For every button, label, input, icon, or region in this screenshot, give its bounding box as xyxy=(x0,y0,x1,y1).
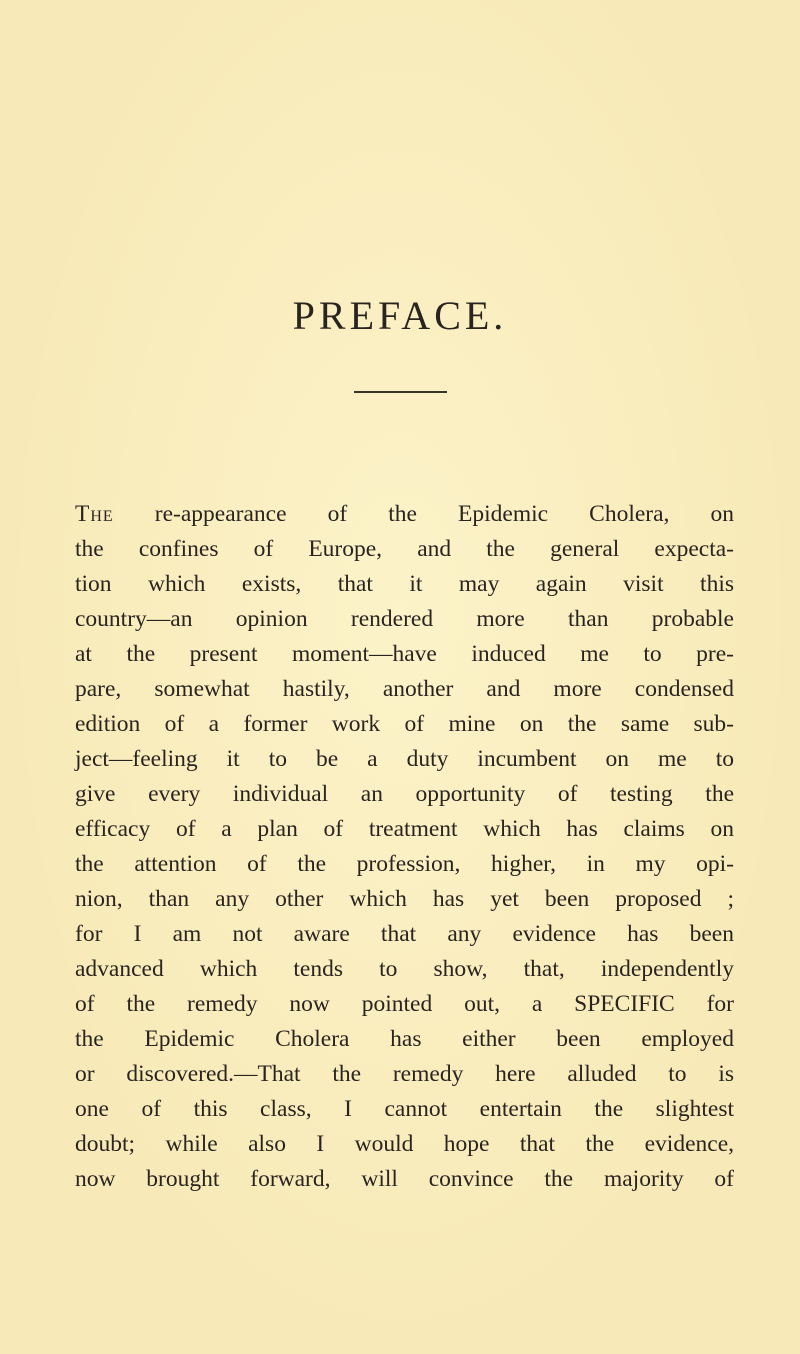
text-line: pare, somewhat hastily, another and more condensed xyxy=(75,676,734,702)
text-line: now brought forward, will convince the majority of xyxy=(75,1166,734,1192)
text-line: The re-appearance of the Epidemic Cholera, on xyxy=(75,501,734,527)
text-line: the confines of Europe, and the general expecta- xyxy=(75,536,734,562)
text-line: the Epidemic Cholera has either been employed xyxy=(75,1026,734,1052)
text-line: the attention of the profession, higher, in my opi- xyxy=(75,851,734,877)
first-word: The xyxy=(75,501,114,527)
text-line: ject—feeling it to be a duty incumbent on me to xyxy=(75,746,734,772)
page-title: PREFACE. xyxy=(292,293,508,338)
text-line: advanced which tends to show, that, independently xyxy=(75,956,734,982)
text-line: at the present moment—have induced me to pre- xyxy=(75,641,734,667)
text-line: of the remedy now pointed out, a SPECIFIC for xyxy=(75,991,734,1017)
text-line: one of this class, I cannot entertain the slightest xyxy=(75,1096,734,1122)
text-line: for I am not aware that any evidence has been xyxy=(75,921,734,947)
text-line: give every individual an opportunity of testing the xyxy=(75,781,734,807)
text-line: tion which exists, that it may again visit this xyxy=(75,571,734,597)
text-line: doubt; while also I would hope that the evidence, xyxy=(75,1131,734,1157)
text-line: nion, than any other which has yet been proposed ; xyxy=(75,886,734,912)
text-line: edition of a former work of mine on the same sub- xyxy=(75,711,734,737)
text-line: country—an opinion rendered more than probable xyxy=(75,606,734,632)
text-line: or discovered.—That the remedy here alluded to is xyxy=(75,1061,734,1087)
text-line: efficacy of a plan of treatment which has claims on xyxy=(75,816,734,842)
